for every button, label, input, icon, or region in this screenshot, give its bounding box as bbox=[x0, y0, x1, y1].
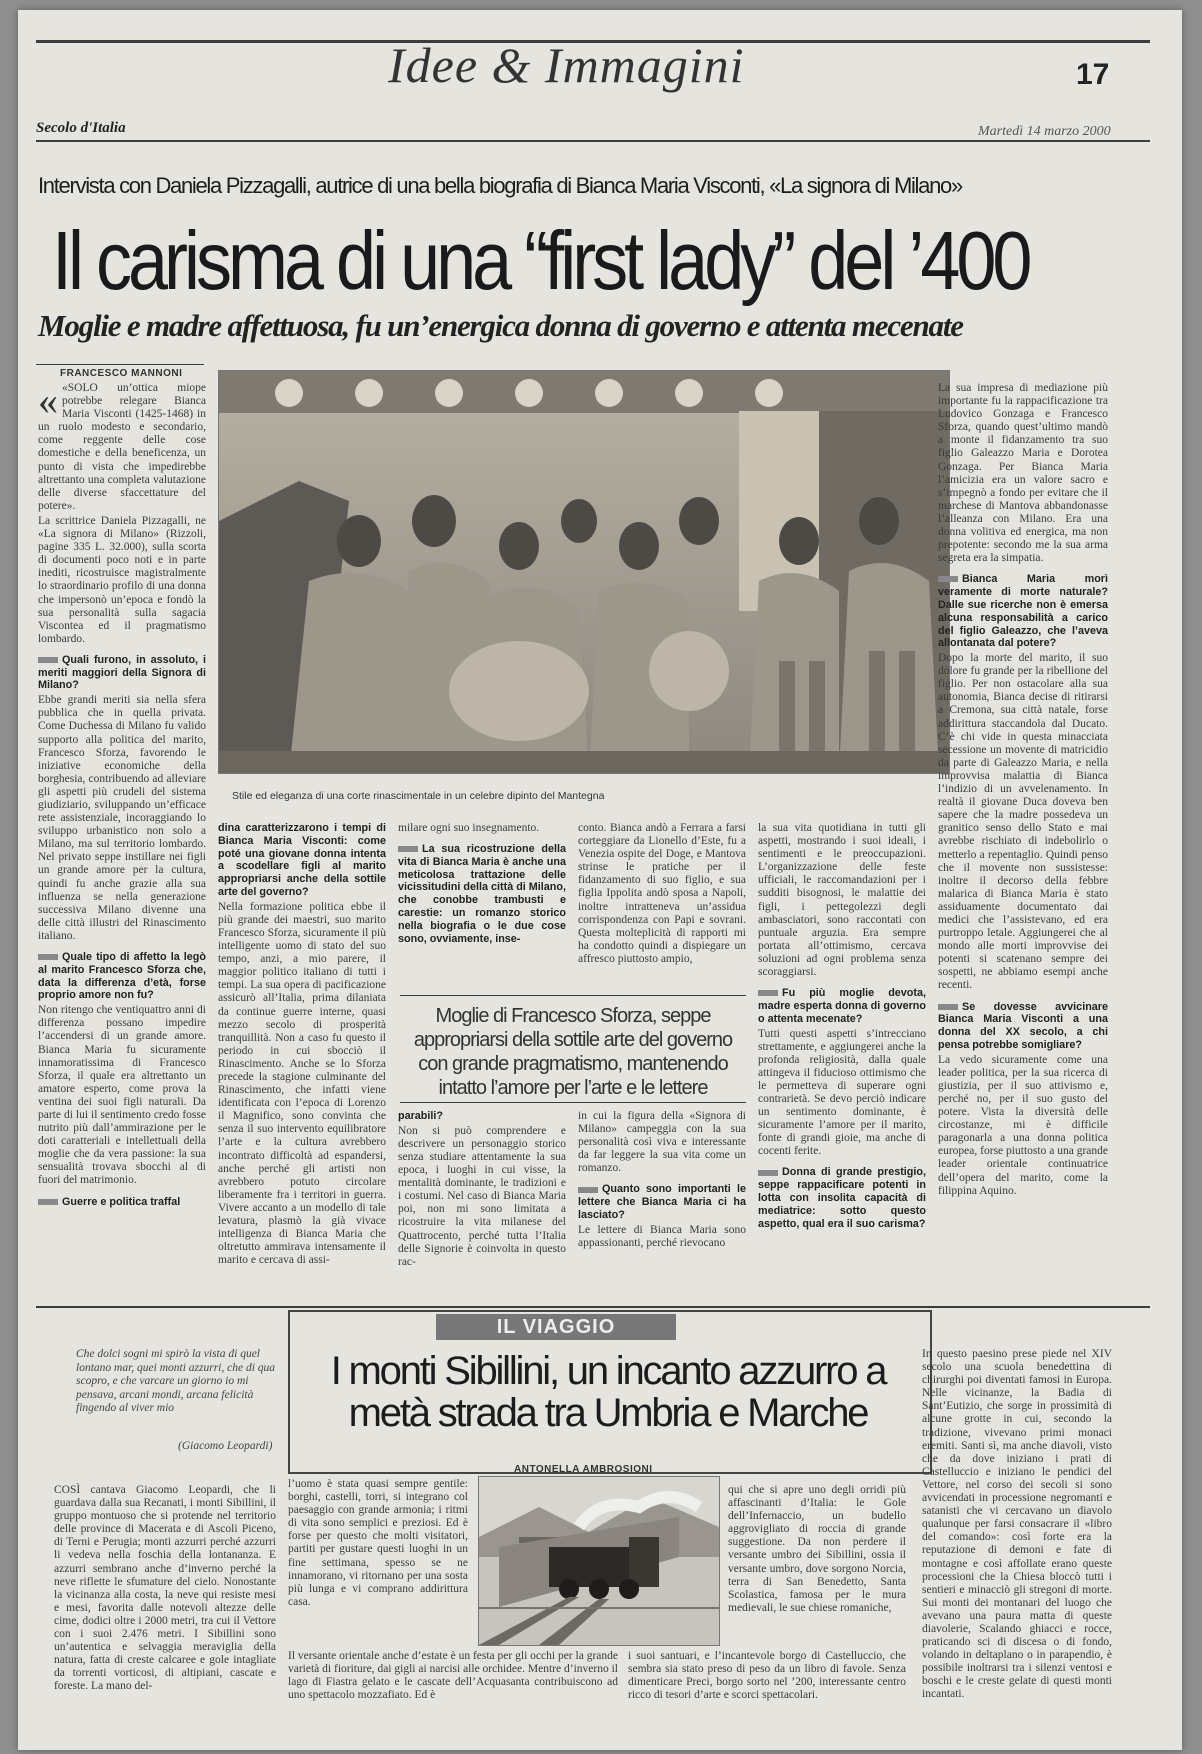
pullquote-rule-bottom bbox=[400, 1102, 746, 1103]
answer-8: Dopo la morte del marito, il suo dolore fu grande per la ribellione del figlio. Per non ostacolare alla sua autonomia, Bianca decise di ritirarsi a Cremona, sua città natale, forse addirittura staccandola dal Ducato. C’è chi vide in questa minacciata secessione un movente di matricidio da parte di Galeazzo Maria, e nella improvvisa malattia di Bianca l’indizio di un avvelenamento. In realtà il giovane Duca doveva ben sapere che la madre possedeva un granitico senso dello Stato e mai avrebbe rischiato di indebolirlo o metterlo a repentaglio. Quindi penso che il movente non sussistesse: inoltre il decorso della febbre malarica di Bianca Maria è stato assiduamente documentato dai medici che l’assistevano, ed era purtroppo letale. Aggiungerei che al mondo alle morti improvvise dei potenti si scatenano sempre dei sospetti, ne abbiamo esempi anche recenti. bbox=[938, 652, 1108, 992]
article-column-4-top bbox=[578, 822, 746, 982]
travel-text-6: In questo paesino prese piede nel XIV secolo una scuola benedettina di chirurghi poi diventati famosi in Europa. Nelle vicinanze, la Badia di Sant’Eutizio, che sorge in prossimità di alcune grotte in cui, secondo la tradizione, vivevano primi monaci eremiti. Santi sì, ma anche diavoli, visto che da dove iniziano i prati di Castelluccio e iniziano le pendici del Vettore, nel corso dei secoli si sono avvicendati in processione negromanti e satanisti che vi cercavano un diavolo qualunque per farsi consacrare il «libro del comando»: così forte era la reputazione di demoni e fate di montagne e così affollate erano queste processioni che la Chiesa bloccò tutti i sentieri e minacciò gli stregoni di morte. Sui monti dei montanari del luogo che avevano una paura matta di queste diavolerie, Scalando ghiacci e rocce, praticando sci di discesa o di fondo, volando in deltaplano o in parapendio, è possibile inoltrarsi tra i silenzi ventosi e boschi e le creste gelate di questi monti incantati. bbox=[922, 1348, 1112, 1701]
leopardi-poem: Che dolci sogni mi spirò la vista di quel lontano mar, quei monti azzurri, che di qua scopro, e che varcare un giorno io mi pensava, arcani mondi, arcana felicità fingendo al viver mio bbox=[76, 1348, 276, 1414]
question-7: Donna di grande prestigio, seppe rappacificare potenti in lotta con insolita capacità di mediatrice: sotto questo aspetto, qual era il suo carisma? bbox=[758, 1166, 926, 1230]
travel-text-5: i suoi santuari, e l’incantevole borgo di Castelluccio, che sembra sia stato preso di peso da un libro di favole. Senza dimenticare Preci, borgo sorto nel ’200, interessante centro ricco di tesori d’arte e scorci spettacolari. bbox=[628, 1650, 906, 1702]
travel-text-2: l’uomo è stata quasi sempre gentile: borghi, castelli, torri, si integrano col paesaggio con grande armonia; i ritmi di vita sono semplici e preziosi. Ed è forse per questo che molti visitatori, partiti per gustare questi luoghi in un fine settimana, spesso se ne innamorano, vi ritornano per una sosta più lunga e vi comprano addirittura casa. bbox=[288, 1478, 468, 1608]
article-headline: Il carisma di una “first lady” del ’400 bbox=[52, 215, 1029, 308]
intro-paragraph: La scrittrice Daniela Pizzagalli, ne «La signora di Milano» (Rizzoli, pagine 335 L. 32.000), sulla scorta di documenti poco noti e in parte inediti, ricostruisce magistralmente lo straordinario profilo di una donna che impersonò un’epoca e fondò la sua personalità sulla sagacia Viscontea ed il pragmatismo lombardo. bbox=[38, 514, 206, 645]
question-marker-icon bbox=[938, 576, 958, 582]
answer-4: Non si può comprendere e descrivere un personaggio storico senza studiare attentamente la sua epoca, i luoghi in cui visse, la mentalità dominante, le tradizioni e i costumi. Nel caso di Bianca Maria poi, non mi sono limitata a ricostruire la vita milanese del Quattrocento, perché tutta l’Italia delle Signorie è coinvolta in questo rac- bbox=[398, 1124, 566, 1268]
column-6-lead: La sua impresa di mediazione più importante fu la rappacificazione tra Ludovico Gonzaga e Francesco Sforza, quando quest’ultimo mandò a monte il fidanzamento tra suo figlio Galeazzo Maria e Dorotea Gonzaga. Per Bianca Maria l’amicizia era un valore sacro e s’impegnò a fondo per evitare che il marchese di Mantova abbandonasse l’alleanza con Milano. Era una donna volitiva ed energica, ma non prepotente: secondo me la sua arma segreta era la simpatia. bbox=[938, 382, 1108, 565]
mantegna-painting bbox=[218, 370, 950, 774]
question-3-cont: dina caratterizzarono i tempi di Bianca Maria Visconti: come poté una giovane donna intenta a scodellare figli al marito appropriarsi anche della sottile arte del governo? bbox=[218, 822, 386, 898]
newspaper-page bbox=[18, 10, 1182, 1750]
travel-text-1: COSÌ cantava Giacomo Leopardi, che li guardava dalla sua Recanati, i monti Sibillini, il gruppo montuoso che si protende nel territorio delle province di Macerata e di Ascoli Piceno, di Terni e Perugia; monti azzurri perché azzurri li vedeva nella foschia della lontananza. E azzurri sembrano anche d’inverno perché la neve riflette le sfumature del cielo. Nonostante la vicinanza alla costa, la neve qui resiste mesi e mesi, favorita dalle notevoli altezze delle cime, dodici oltre i 2000 metri, tra cui il Vettore con i suoi 2.476 metri. I Sibillini sono un’autentica e selvaggia meraviglia della natura, fatta di creste calcaree e gole intagliate da torrenti vorticosi, di altipiani, cascate e foreste. La mano del- bbox=[54, 1484, 276, 1693]
question-5: Quanto sono importanti le lettere che Bianca Maria ci ha lasciato? bbox=[578, 1183, 746, 1222]
travel-banner: IL VIAGGIO bbox=[436, 1314, 676, 1340]
question-9: Se dovesse avvicinare Bianca Maria Visconti a una donna del XX secolo, a chi pensa potrebbe somigliare? bbox=[938, 1000, 1108, 1051]
painting-illustration bbox=[219, 371, 949, 773]
article-column-3-top bbox=[398, 822, 566, 992]
travel-text-4: qui che si apre uno degli orridi più affascinanti d’Italia: le Gole dell’Infernaccio, un budello aggrovigliato di roccia di grande suggestione. Da non perdere il versante umbro dei Sibillini, ossia il versante umbro, dove sorgono Norcia, terra di San Benedetto, Santa Scolastica, famosa per le mura medievali, le sue chiese romaniche, bbox=[728, 1484, 906, 1614]
travel-column-2-top bbox=[288, 1478, 468, 1608]
travel-column-3-top bbox=[728, 1484, 906, 1650]
travel-column-4 bbox=[922, 1348, 1112, 1746]
question-marker-icon bbox=[578, 1187, 598, 1193]
travel-headline: I monti Sibillini, un incanto azzurro a metà strada tra Umbria e Marche bbox=[330, 1349, 886, 1435]
article-column-5 bbox=[758, 822, 926, 1292]
question-marker-icon bbox=[38, 657, 58, 663]
answer-3: Nella formazione politica ebbe il più grande dei maestri, suo marito Francesco Sforza, sicuramente il più intelligente uomo di stato del suo tempo, anzi, a mio parere, il maggior politico italiano di tutti i tempi. La sua opera di pacificazione assicurò all’Italia, prima dilaniata da continue guerre interne, quasi mezzo secolo di prosperità tranquillità. Non a caso fu questo il periodo in cui sbocciò il Rinascimento. Anche se lo Sforza precede la stagione culminante del Rinascimento, che infatti viene identificata con l’epoca di Lorenzo il Magnifico, sono convinta che senza il suo intervento equilibratore l’arte e la cultura avrebbero incontrato difficoltà ad espandersi, anche perché gli artisti non avrebbero potuto circolare liberamente fra i territori in guerra. Vivere accanto a un modello di tale levatura, plasmò la già vivace intelligenza di Bianca Maria che oltretutto ammirava intensamente il marito e cercava di assi- bbox=[218, 900, 386, 1267]
article-column-4-bottom bbox=[578, 1110, 746, 1290]
pullquote-rule-top bbox=[400, 995, 746, 996]
question-marker-icon bbox=[758, 1170, 778, 1176]
question-marker-icon bbox=[38, 954, 58, 960]
question-marker-icon bbox=[38, 1199, 58, 1205]
question-marker-icon bbox=[758, 990, 778, 996]
question-marker-icon bbox=[398, 846, 418, 852]
train-illustration bbox=[479, 1477, 719, 1645]
poem-author: (Giacomo Leopardi) bbox=[178, 1440, 273, 1452]
travel-column-2-bottom bbox=[288, 1650, 618, 1746]
image-caption: Stile ed eleganza di una corte rinascimentale in un celebre dipinto del Mantegna bbox=[232, 790, 605, 802]
answer-6: Tutti questi aspetti s’intrecciano strettamente, e aggiungerei anche la profonda religiosità, dalla quale attingeva il fiducioso ottimismo che le permetteva di superare ogni contrarietà. Se devo perciò indicare un sentimento dominante, è sicuramente l’amore per il marito, fonte di grandi gioie, ma anche di cocenti ferite. bbox=[758, 1027, 926, 1158]
newspaper-name: Secolo d'Italia bbox=[36, 120, 126, 136]
question-marker-icon bbox=[938, 1004, 958, 1010]
travel-text-3: Il versante orientale anche d’estate è un festa per gli occhi per la grande varietà di fioriture, dai gigli ai narcisi alle orchidee. Mentre d’inverno il lago di Fiastra gelato e le cascate dell’Acquasanta contribuiscono ad uno spettacolo mozzafiato. Ed è bbox=[288, 1650, 618, 1702]
lead-paragraph: « «SOLO un’ottica miope potrebbe relegare Bianca Maria Visconti (1425-1468) in un ruolo modesto e secondario, come reggente delle cose domestiche e della beneficenza, un punto di vista che impedirebbe altrettanto una completa valutazione delle diverse sfaccettature del potere». bbox=[38, 378, 206, 512]
pull-quote: Moglie di Francesco Sforza, seppe appropriarsi della sottile arte del governo con grande pragmatismo, mantenendo intatto l’amore per l’arte e le lettere bbox=[413, 1005, 733, 1099]
answer-1: Ebbe grandi meriti sia nella sfera pubblica che in quella privata. Come Duchessa di Milano fu valido supporto alla politica del marito, Francesco Sforza, favorendo le iniziative economiche della borghesia, contribuendo ad alleviare gli aspetti più crudeli del sistema giudiziario, sviluppando un’efficace rete assistenziale, incoraggiando lo sviluppo urbanistico non solo a Milano, ma sul territorio lombardo. Nel privato seppe instillare nei figli un grande amore per la cultura, quindi fu anche grazie alla sua influenza se nella generazione successiva Milano divenne una delle città illustri del Rinascimento italiano. bbox=[38, 694, 206, 942]
section-title: Idee & Immagini bbox=[388, 37, 745, 93]
page-number: 17 bbox=[1076, 58, 1110, 91]
article-subheadline: Moglie e madre affettuosa, fu un’energica donna di governo e attenta mecenate bbox=[38, 308, 963, 343]
travel-column-1 bbox=[54, 1484, 276, 1746]
answer-5: Le lettere di Bianca Maria sono appassionanti, perché rievocano bbox=[578, 1223, 746, 1249]
question-1: Quali furono, in assoluto, i meriti maggiori della Signora di Milano? bbox=[38, 653, 206, 692]
article-kicker: Intervista con Daniela Pizzagalli, autrice di una bella biografia di Bianca Maria Visconti, «La signora di Milano» bbox=[38, 173, 962, 198]
article-column-2 bbox=[218, 822, 386, 1292]
column-4-lead: conto. Bianca andò a Ferrara a farsi corteggiare da Lionello d’Este, fu a Venezia ospite del Doge, e Mantova strinse le pratiche per il fidanzamento di suo figlio, e sua figlia Ippolita andò sposa a Napoli, inoltre intratteneva un’assidua corrispondenza con Papi e sovrani. Questa molteplicità di rapporti mi ha condotto quindi a dispiegare un affresco piuttosto ampio, bbox=[578, 822, 746, 965]
article-column-6 bbox=[938, 382, 1108, 1292]
issue-date: Martedì 14 marzo 2000 bbox=[978, 124, 1111, 139]
drop-cap-icon: « bbox=[38, 378, 58, 423]
header-rule bbox=[36, 140, 1150, 142]
column-5-lead: la sua vita quotidiana in tutti gli aspetti, mostrando i suoi ideali, i sentimenti e le preoccupazioni. L’organizzazione delle feste ufficiali, le raccomandazioni per i sudditi bisognosi, le malattie dei figli, i pettegolezzi degli ambasciatori, sono raccontati con puntuale arguzia. Era sempre portata all’ottimismo, cercava soluzioni ad ogni problema senza scoraggiarsi. bbox=[758, 822, 926, 979]
question-4-cont: parabili? bbox=[398, 1110, 443, 1122]
question-2: Quale tipo di affetto la legò al marito Francesco Sforza che, data la differenza d’età, forse proprio amore non fu? bbox=[38, 951, 206, 1002]
byline-rule bbox=[36, 364, 204, 365]
question-6: Fu più moglie devota, madre esperta donna di governo o attenta mecenate? bbox=[758, 987, 926, 1025]
answer-2: Non ritengo che ventiquattro anni di differenza possano impedire l’accendersi di un grande amore. Bianca Maria fu sicuramente innamoratissima di Francesco Sforza, il quale era altrettanto un amatore esperto, come prova la ventina dei suoi figli naturali. Da parte di lui il sentimento credo fosse nutrito più dall’ammirazione per le doti caratteriali e intellettuali della moglie che da vera passione: la sua sensualità trovava sbocchi al di fuori del matrimonio. bbox=[38, 1004, 206, 1187]
travel-column-3-bottom bbox=[628, 1650, 906, 1746]
article-column-1 bbox=[38, 378, 206, 1272]
question-4: La sua ricostruzione della vita di Bianca Maria è anche una meticolosa trattazione delle vicissitudini della città di Milano, che conobbe trambusti e carestie: un romanzo storico nella biografia o le due cose sono, ovviamente, inse- bbox=[398, 843, 566, 945]
article-byline: FRANCESCO MANNONI bbox=[60, 368, 183, 379]
column-3-lead: milare ogni suo insegnamento. bbox=[398, 822, 540, 834]
question-3: Guerre e politica traffal bbox=[38, 1196, 206, 1209]
question-8: Bianca Maria morì veramente di morte naturale? Dalle sue ricerche non è emersa alcuna responsabilità a carico del figlio Galeazzo, che l’aveva allontanata dal potere? bbox=[938, 573, 1108, 650]
travel-byline: ANTONELLA AMBROSIONI bbox=[514, 1464, 653, 1475]
column-4-text: in cui la figura della «Signora di Milano» campeggia con la sua personalità così viva e interessante da far leggere la sua vita come un romanzo. bbox=[578, 1110, 746, 1175]
train-photo bbox=[478, 1476, 720, 1646]
answer-9: La vedo sicuramente come una leader politica, per la sua ricerca di giustizia, per il suo attivismo e, perché no, per il suo gusto del potere. Vista la diversità delle circostanze, mi è difficile paragonarla a una donna politica europea, forse piuttosto a una grande leader orientale continuatrice dell’opera del marito, come la filippina Aquino. bbox=[938, 1053, 1108, 1197]
article-column-3-bottom bbox=[398, 1110, 566, 1290]
section-divider bbox=[36, 1306, 1150, 1308]
